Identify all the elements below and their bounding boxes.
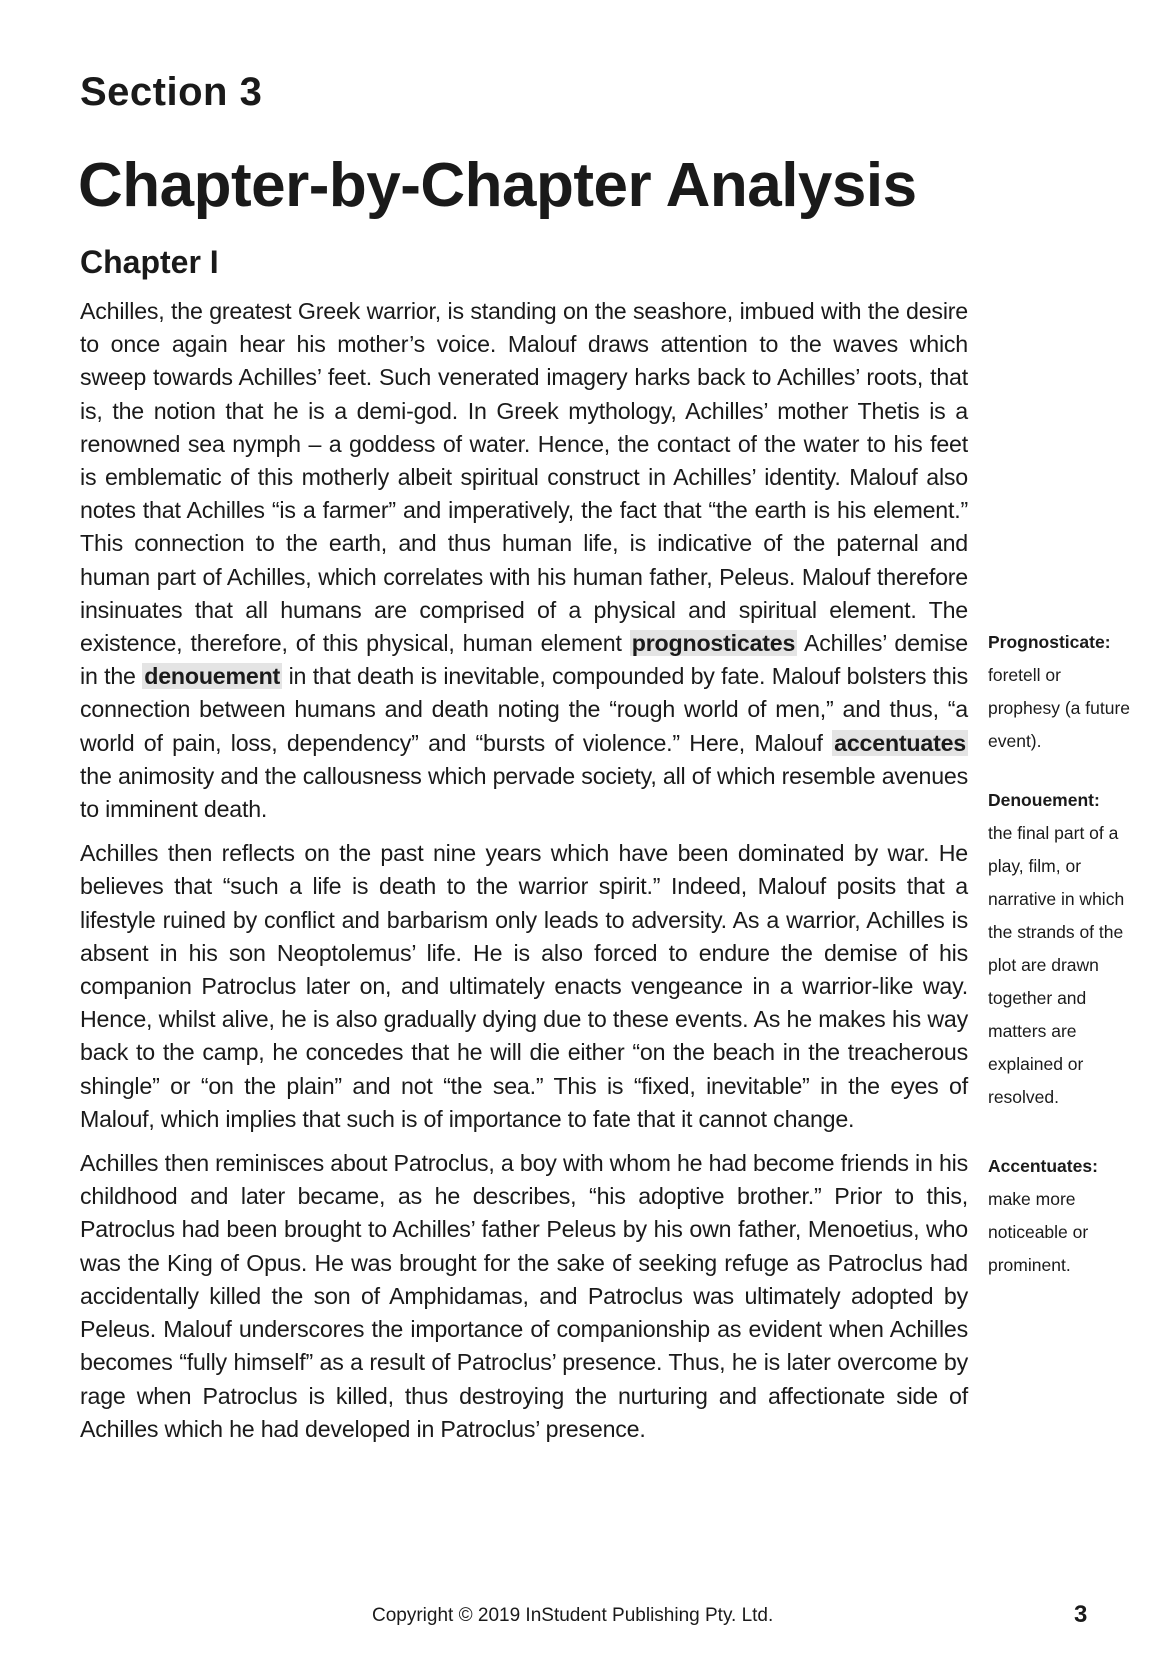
paragraph-1 <box>80 295 968 826</box>
glossary-entry-denouement <box>988 784 1133 1114</box>
section-label: Section 3 <box>80 70 263 114</box>
glossary-entry-prognosticate <box>988 626 1133 758</box>
glossary-term: Denouement: <box>988 790 1100 810</box>
paragraph-1-text-c: in that death is inevitable, compounded by fate. Malouf bolsters this connection between humans and death noting the “rough world of men,” and thus, “a world of pain, loss, dependency” and “bursts of violence.” Here, Malouf <box>80 663 968 756</box>
highlight-term-denouement: denouement <box>144 663 281 690</box>
glossary-entry-accentuates <box>988 1150 1133 1282</box>
glossary-definition: make more noticeable or prominent. <box>988 1189 1089 1275</box>
paragraph-1-text-a: Achilles, the greatest Greek warrior, is standing on the seashore, imbued with the desire to once again hear his mother’s voice. Malouf draws attention to the waves which sweep towards Achilles’ feet. Such venerated imagery harks back to Achilles’ roots, that is, the notion that he is a demi-god. In Greek mythology, Achilles’ mother Thetis is a renowned sea nymph – a goddess of water. Hence, the contact of the water to his feet is emblematic of this motherly albeit spiritual construct in Achilles’ identity. Malouf also notes that Achilles “is a farmer” and imperatively, the fact that “the earth is his element.” This connection to the earth, and thus human life, is indicative of the paternal and human part of Achilles, which correlates with his human father, Peleus. Malouf therefore insinuates that all humans are comprised of a physical and spiritual element. The existence, therefore, of this physical, human element <box>80 298 968 657</box>
page-title: Chapter-by-Chapter Analysis <box>78 151 917 220</box>
highlight-term-accentuates: accentuates <box>834 729 966 756</box>
chapter-heading: Chapter I <box>80 244 219 280</box>
paragraph-2: Achilles then reflects on the past nine years which have been dominated by war. He believes that “such a life is death to the warrior spirit.” Indeed, Malouf posits that a lifestyle ruined by conflict and barbarism only leads to adversity. As a warrior, Achilles is absent in his son Neoptolemus’ life. He is also forced to endure the demise of his companion Patroclus later on, and ultimately enacts vengeance in a warrior-like way. Hence, whilst alive, he is also gradually dying due to these events. As he makes his way back to the camp, he concedes that he will die either “on the beach in the treacherous shingle” or “on the plain” and not “the sea.” This is “fixed, inevitable” in the eyes of Malouf, which implies that such is of importance to fate that it cannot change. <box>80 840 968 1132</box>
glossary-term: Accentuates: <box>988 1156 1098 1176</box>
glossary-definition: foretell or prophesy (a future event). <box>988 665 1131 751</box>
glossary-definition: the final part of a play, film, or narrative in which the strands of the plot are drawn together and matters are explained or resolved. <box>988 823 1125 1107</box>
paragraph-3: Achilles then reminisces about Patroclus, a boy with whom he had become friends in his childhood and later became, as he describes, “his adoptive brother.” Prior to this, Patroclus had been brought to Achilles’ father Peleus by his own father, Menoetius, who was the King of Opus. He was brought for the sake of seeking refuge as Patroclus had accidentally killed the son of Amphidamas, and Patroclus was ultimately adopted by Peleus. Malouf underscores the importance of companionship as evident when Achilles becomes “fully himself” as a result of Patroclus’ presence. Thus, he is later overcome by rage when Patroclus is killed, thus destroying the nurturing and affectionate side of Achilles which he had developed in Patroclus’ presence. <box>80 1150 968 1442</box>
paragraph-1-text-b: Achilles’ demise in the <box>80 630 968 690</box>
highlight-term-prognosticates: prognosticates <box>631 630 796 657</box>
paragraph-1-text-d: the animosity and the callousness which pervade society, all of which resemble avenues to imminent death. <box>80 762 968 823</box>
footer-copyright: Copyright © 2019 InStudent Publishing Pty. Ltd. <box>372 1605 774 1626</box>
glossary-term: Prognosticate: <box>988 632 1111 652</box>
body-text <box>80 295 968 1457</box>
page-number: 3 <box>1074 1601 1088 1628</box>
